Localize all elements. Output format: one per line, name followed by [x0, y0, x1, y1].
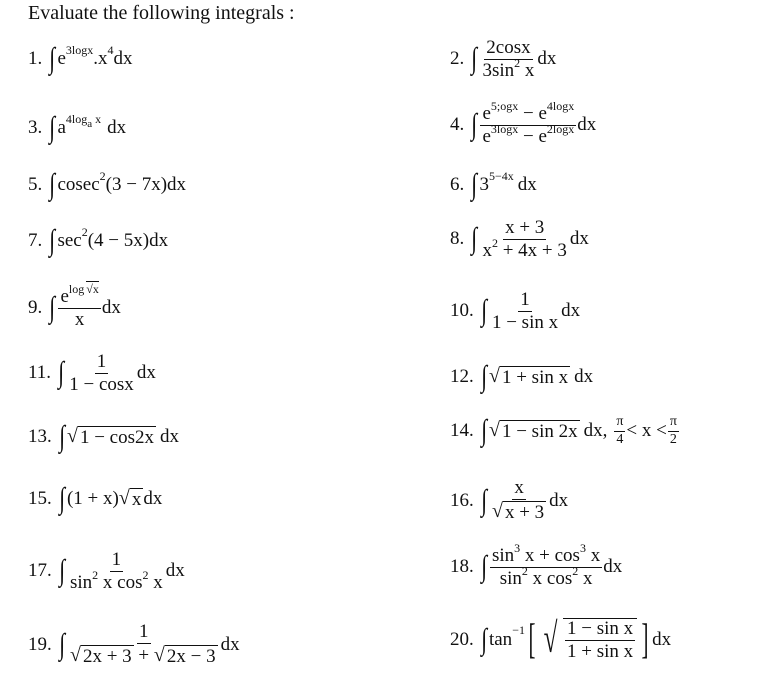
problem-number: 19.: [28, 633, 52, 655]
base: a: [57, 117, 66, 138]
base: 3: [479, 174, 489, 195]
integral-sign: ∫: [58, 356, 65, 390]
exponent: 5−4x: [488, 168, 514, 183]
differential: dx: [220, 633, 240, 655]
square-root: √ 1 − sin 2x: [488, 418, 578, 442]
problem-number: 16.: [450, 489, 474, 511]
term: (1 + x): [66, 488, 119, 509]
integral-sign: ∫: [49, 291, 56, 325]
integral-sign: ∫: [49, 168, 56, 201]
denominator: x: [74, 308, 85, 330]
integral-sign: ∫: [471, 42, 478, 76]
problem-12: [450, 362, 593, 392]
differential: dx: [574, 366, 594, 387]
exponent: 4: [107, 42, 114, 57]
problem-9: [28, 282, 121, 330]
exponent: 4loga x: [65, 111, 102, 130]
problem-number: 15.: [28, 488, 52, 509]
integral-sign: ∫: [58, 627, 65, 661]
denominator: $\sin^2 x$ $\cos^2 x$: [69, 567, 163, 593]
denominator: √ x + 3: [491, 499, 545, 523]
fraction: [68, 622, 220, 668]
problem-number: 2.: [450, 48, 465, 70]
problem-number: 6.: [450, 174, 465, 195]
right-bracket: ]: [641, 616, 649, 663]
problem-15: [28, 484, 162, 514]
numerator: x + 3: [505, 217, 545, 238]
denominator: $\sin^2 x$ $\cos^2 x$: [499, 563, 593, 589]
denominator: $3\sin^2$ x: [482, 55, 535, 81]
problem-number: 14.: [450, 420, 474, 442]
square-root: √ x: [118, 486, 142, 510]
page-heading: Evaluate the following integrals :: [28, 2, 295, 24]
fraction: [480, 38, 536, 81]
term: (4 − 5x)dx: [87, 230, 169, 251]
exponent: −1: [512, 623, 525, 638]
problem-8: [450, 218, 589, 261]
fraction: [68, 550, 165, 593]
problem-20: [450, 618, 671, 662]
fraction: [67, 352, 136, 395]
fraction: [480, 218, 568, 261]
fraction: [480, 99, 576, 147]
numerator: $\sin^3 x + \cos^3 x$: [491, 541, 601, 566]
term: cosec: [57, 174, 100, 195]
numerator: 1: [139, 621, 149, 642]
problem-6: [450, 170, 537, 200]
fraction: [490, 478, 548, 524]
differential: dx: [583, 420, 603, 442]
integral-sign: ∫: [58, 482, 65, 515]
term: sec: [57, 230, 82, 251]
term: e: [57, 48, 66, 69]
exponent: 2: [99, 168, 106, 183]
integral-sign: ∫: [480, 294, 487, 328]
differential: dx: [113, 48, 133, 69]
square-root: √ $\frac{\text{1 − sin x}}{\text{1 + sin x}}$: [539, 618, 638, 662]
numerator: 2cosx: [486, 37, 531, 58]
differential: dx: [652, 628, 672, 650]
integral-sign: ∫: [58, 554, 65, 588]
numerator: x: [514, 477, 524, 498]
left-bracket: [: [528, 616, 536, 663]
numerator: $e^{log √x}$: [60, 282, 99, 307]
exponent: 2: [81, 224, 88, 239]
problem-number: 20.: [450, 628, 474, 650]
differential: dx: [577, 114, 597, 136]
differential: dx: [143, 488, 163, 509]
differential: dx: [569, 228, 589, 250]
denominator: 1 − sin x: [491, 311, 559, 333]
problem-number: 10.: [450, 300, 474, 322]
fraction: $\frac{\pi}{4}$: [616, 414, 624, 447]
term: .x: [93, 48, 108, 69]
denominator: $e^{3logx} - e^{2logx}$: [482, 121, 575, 147]
problem-10: [450, 290, 580, 333]
integral-sign: ∫: [480, 483, 487, 517]
problem-number: 13.: [28, 426, 52, 447]
differential: dx: [165, 560, 185, 582]
numerator: $e^{5;ogx} - e^{4logx}$: [482, 99, 575, 124]
denominator: $x^2 + 4x + 3$: [482, 235, 567, 261]
differential: dx: [101, 297, 121, 319]
differential: dx: [107, 117, 127, 138]
problem-number: 4.: [450, 114, 465, 136]
integral-sign: ∫: [49, 111, 56, 144]
fraction: [490, 541, 602, 589]
fraction: [58, 282, 100, 330]
integral-sign: ∫: [471, 168, 478, 201]
problem-16: [450, 478, 568, 524]
square-root: √ 1 − cos2x: [66, 424, 154, 448]
fraction: $\frac{\pi}{2}$: [669, 414, 677, 447]
problem-4: [450, 99, 597, 147]
differential: dx: [603, 556, 623, 578]
problem-2: [450, 38, 556, 81]
integral-sign: ∫: [480, 360, 487, 393]
exponent: 3logx: [65, 42, 94, 57]
problem-5: [28, 170, 186, 200]
denominator: √ 2x + 3 + √ 2x − 3: [69, 643, 216, 667]
integral-sign: ∫: [480, 414, 487, 448]
problem-17: [28, 550, 185, 593]
differential: dx: [561, 300, 581, 322]
problem-19: [28, 622, 240, 668]
integral-sign: ∫: [480, 550, 487, 584]
integral-sign: ∫: [49, 42, 56, 75]
problem-number: 7.: [28, 230, 43, 251]
fraction: [490, 290, 560, 333]
problem-11: [28, 352, 156, 395]
numerator: 1: [520, 289, 530, 310]
function: tan: [488, 628, 513, 650]
integral-sign: ∫: [480, 622, 487, 656]
numerator: 1: [96, 351, 107, 372]
differential: dx: [549, 489, 569, 511]
square-root: √ 1 + sin x: [488, 364, 569, 388]
problem-18: [450, 541, 623, 589]
comma: ,: [602, 420, 608, 442]
integral-sign: ∫: [471, 108, 478, 142]
differential: dx: [537, 48, 557, 70]
integral-sign: ∫: [471, 222, 478, 256]
numerator: 1: [111, 549, 122, 570]
problem-number: 9.: [28, 297, 43, 319]
differential: dx: [160, 426, 179, 447]
problem-number: 5.: [28, 174, 43, 195]
problem-number: 18.: [450, 556, 474, 578]
term: (3 − 7x)dx: [105, 174, 187, 195]
problem-14: [450, 415, 680, 447]
differential: dx: [136, 362, 156, 384]
differential: dx: [517, 174, 537, 195]
integral-sign: ∫: [58, 420, 65, 453]
denominator: 1 − cosx: [69, 373, 134, 395]
problem-number: 12.: [450, 366, 474, 387]
problem-number: 11.: [28, 362, 52, 384]
problem-number: 3.: [28, 117, 43, 138]
integral-sign: ∫: [49, 224, 56, 257]
problem-13: [28, 422, 179, 452]
inequality: < x <: [626, 420, 667, 442]
problem-number: 17.: [28, 560, 52, 582]
problem-number: 8.: [450, 228, 465, 250]
problem-3: [28, 113, 126, 143]
problem-number: 1.: [28, 48, 43, 69]
problem-7: [28, 226, 168, 256]
problem-1: [28, 44, 133, 74]
